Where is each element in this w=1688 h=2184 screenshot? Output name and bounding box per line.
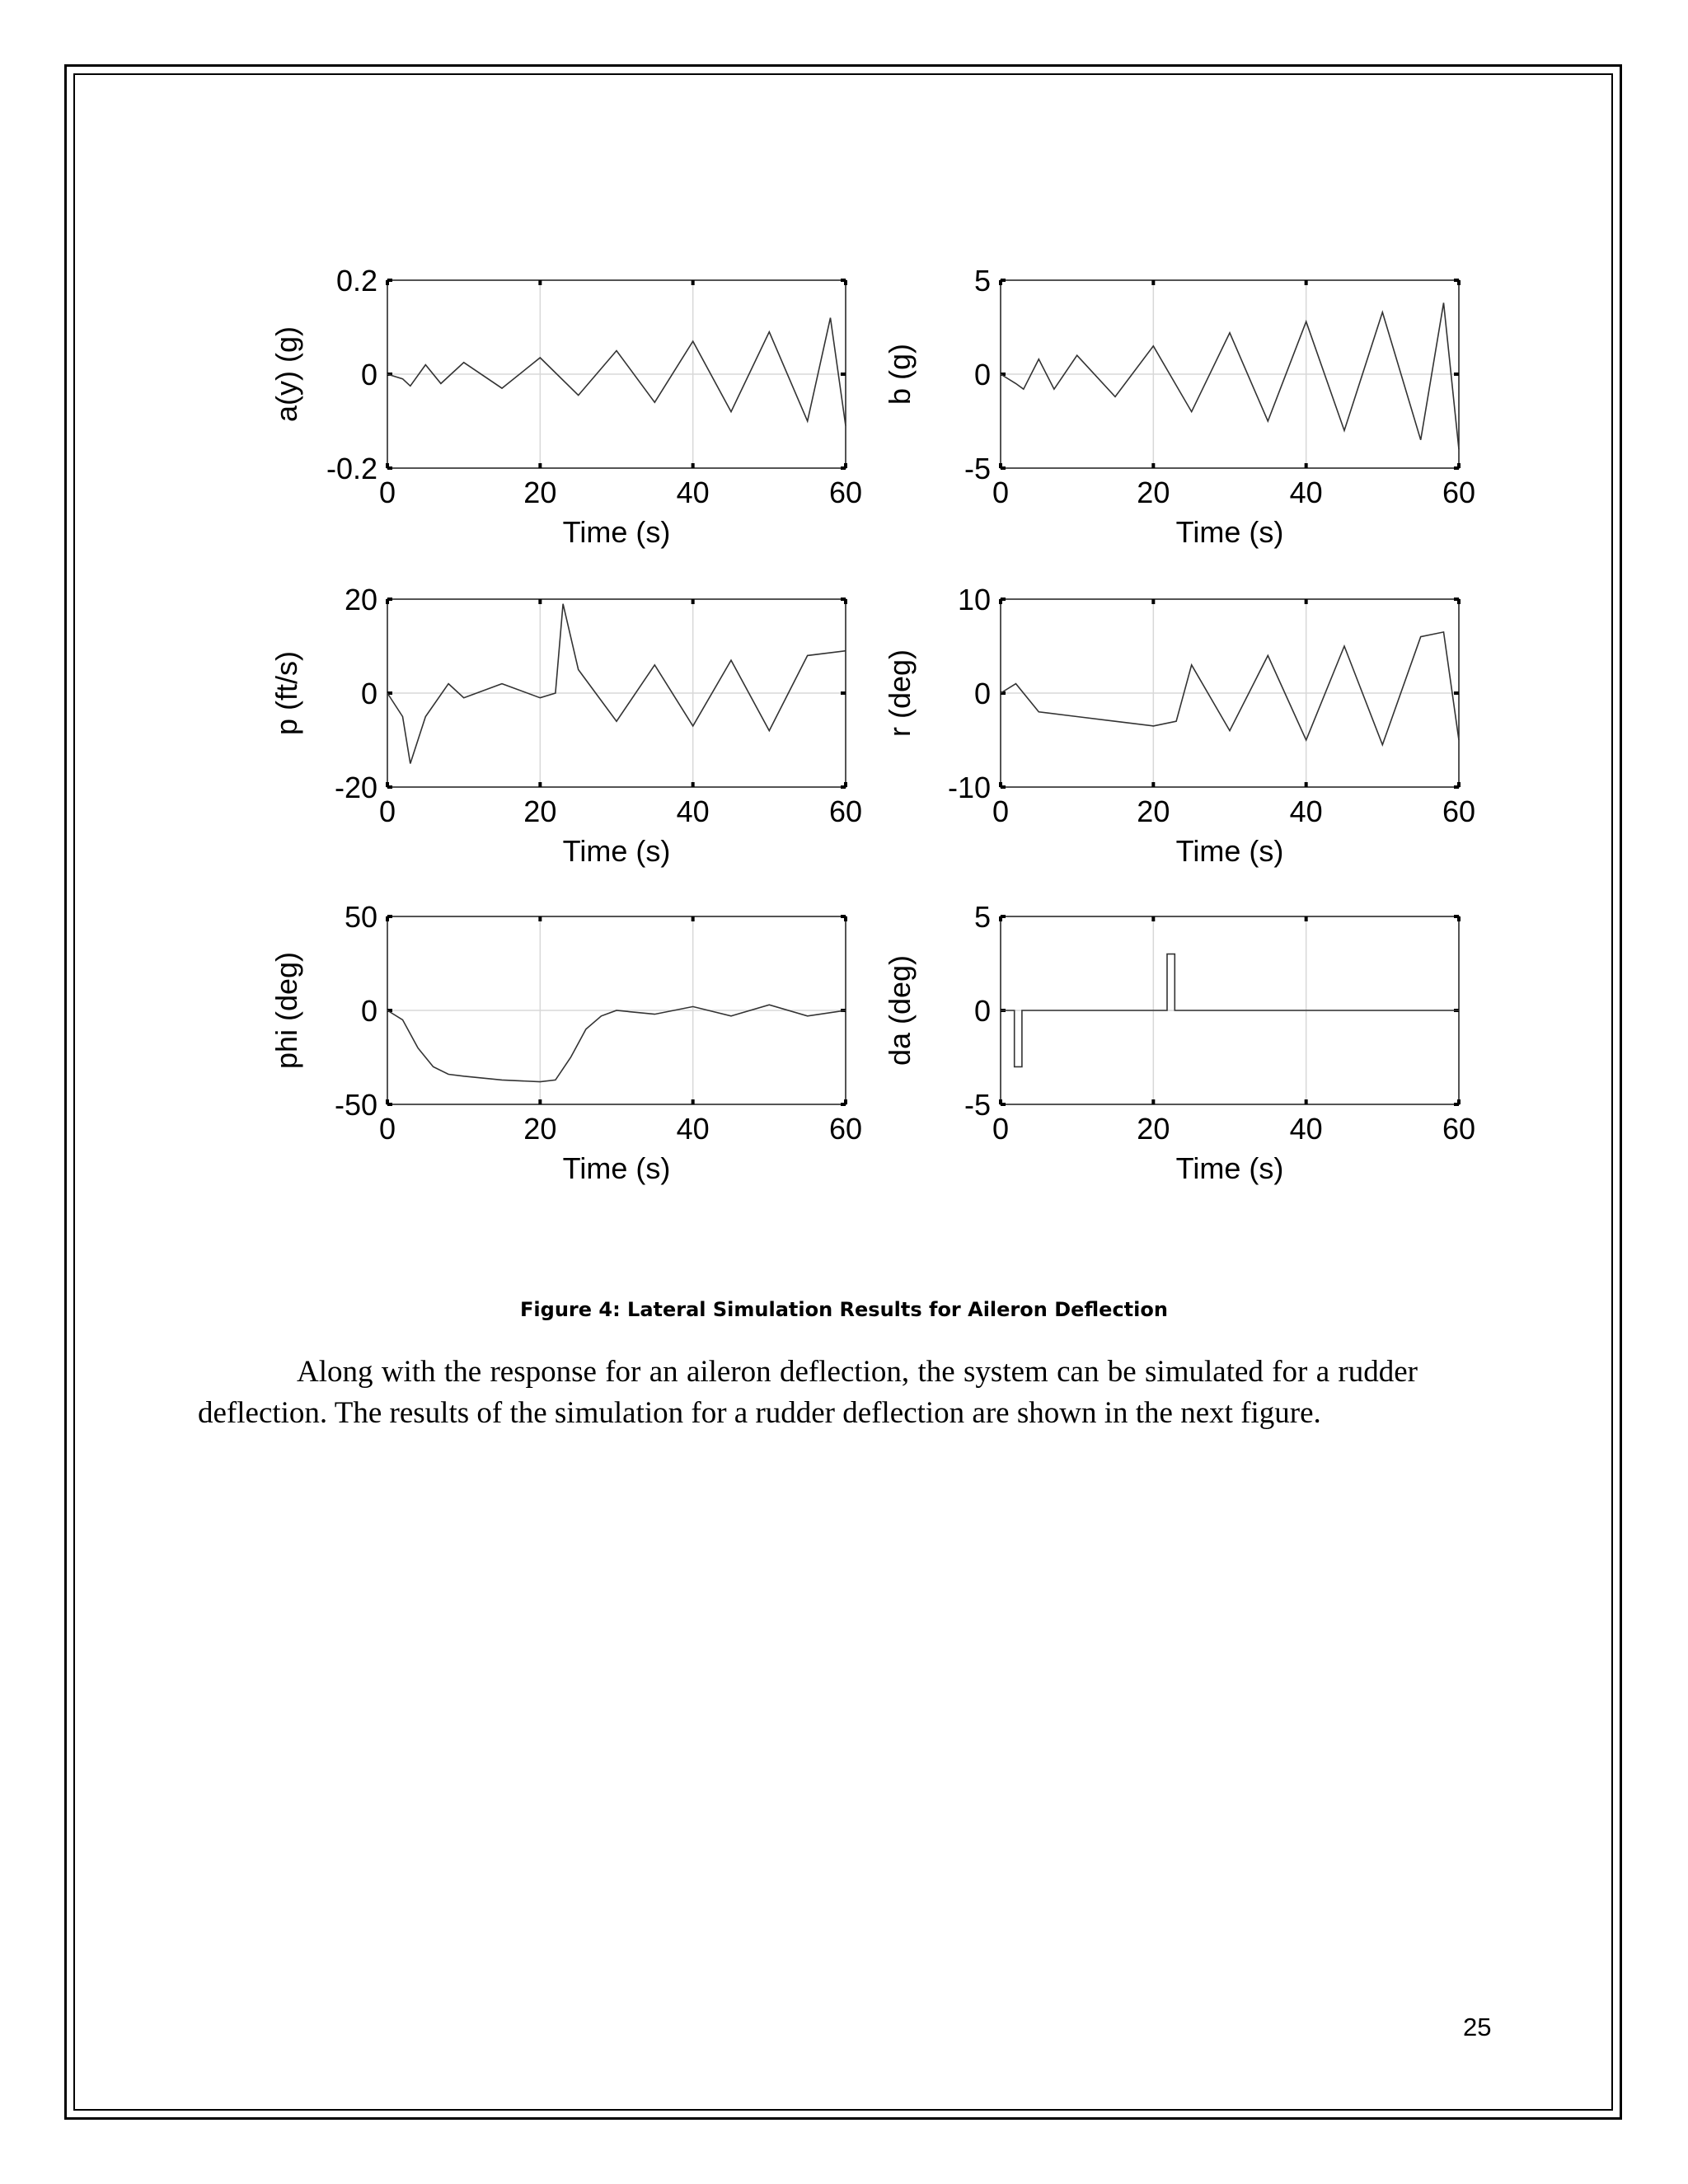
y-tick-label: 20 [344,583,377,616]
x-tick-label: 60 [828,794,863,828]
x-tick-label: 0 [992,794,1010,828]
y-tick-label: -20 [334,771,377,804]
y-tick-label: 0 [973,677,991,710]
x-tick-label: 20 [523,476,557,509]
x-tick-label: 0 [378,1112,396,1146]
x-tick-label: 20 [1137,1112,1170,1146]
y-axis-label: r (deg) [883,649,917,738]
subplot-2 [883,264,1475,549]
page-number: 25 [1463,2013,1492,2041]
series-line-1 [387,1005,846,1081]
x-tick-label: 20 [1137,794,1170,828]
x-axis-label: Time (s) [562,834,671,868]
figure-caption: Figure 4: Lateral Simulation Results for Aileron Deflection [520,1298,1168,1321]
y-tick-label: -5 [964,452,991,485]
y-tick-label: 0 [973,358,991,391]
x-axis-label: Time (s) [562,1151,671,1185]
y-tick-label: 0 [360,677,377,710]
y-tick-label: -0.2 [326,452,377,485]
x-axis-label: Time (s) [562,515,671,549]
subplot-5 [270,900,862,1185]
y-axis-label: a(y) (g) [270,326,303,422]
y-tick-label: 0.2 [335,264,377,298]
series-line-1 [387,318,846,426]
y-tick-label: 0 [973,994,991,1028]
series-line-1 [1001,632,1459,745]
y-tick-label: -5 [964,1088,991,1122]
subplot-3 [270,583,862,868]
body-paragraph [198,1352,1418,1434]
y-tick-label: 0 [360,994,377,1028]
x-tick-label: 60 [1442,476,1476,509]
x-axis-label: Time (s) [1175,1151,1284,1185]
x-tick-label: 20 [523,794,557,828]
x-tick-label: 60 [828,476,863,509]
series-line-1 [387,604,846,764]
x-tick-label: 60 [1442,794,1476,828]
y-tick-label: 50 [344,900,377,934]
x-axis-label: Time (s) [1175,515,1284,549]
y-tick-label: -50 [334,1088,377,1122]
paragraph-text: Along with the response for an aileron deflection, the system can be simulated for a rudder deflection. The results of the simulation for a rudder deflection are shown in the next figure. [198,1355,1418,1430]
y-axis-label: da (deg) [883,954,917,1066]
x-tick-label: 40 [676,476,710,509]
x-axis-label: Time (s) [1175,834,1284,868]
subplot-6 [883,900,1475,1185]
y-tick-label: 5 [973,900,991,934]
y-tick-label: 5 [973,264,991,298]
y-tick-label: -10 [947,771,991,804]
x-tick-label: 0 [992,1112,1010,1146]
x-tick-label: 40 [1289,1112,1323,1146]
series-line-1 [1001,302,1459,449]
x-tick-label: 40 [1289,476,1323,509]
y-tick-label: 10 [957,583,991,616]
x-tick-label: 0 [992,476,1010,509]
x-tick-label: 60 [1442,1112,1476,1146]
series-line-1 [1001,954,1459,1067]
x-tick-label: 0 [378,794,396,828]
x-tick-label: 40 [1289,794,1323,828]
x-tick-label: 40 [676,794,710,828]
y-axis-label: b (g) [883,343,917,405]
subplot-1 [270,264,862,549]
subplot-4 [883,583,1475,868]
x-tick-label: 60 [828,1112,863,1146]
x-tick-label: 20 [523,1112,557,1146]
x-tick-label: 20 [1137,476,1170,509]
y-tick-label: 0 [360,358,377,391]
y-axis-label: p (ft/s) [270,650,303,736]
y-axis-label: phi (deg) [270,951,303,1070]
x-tick-label: 0 [378,476,396,509]
x-tick-label: 40 [676,1112,710,1146]
